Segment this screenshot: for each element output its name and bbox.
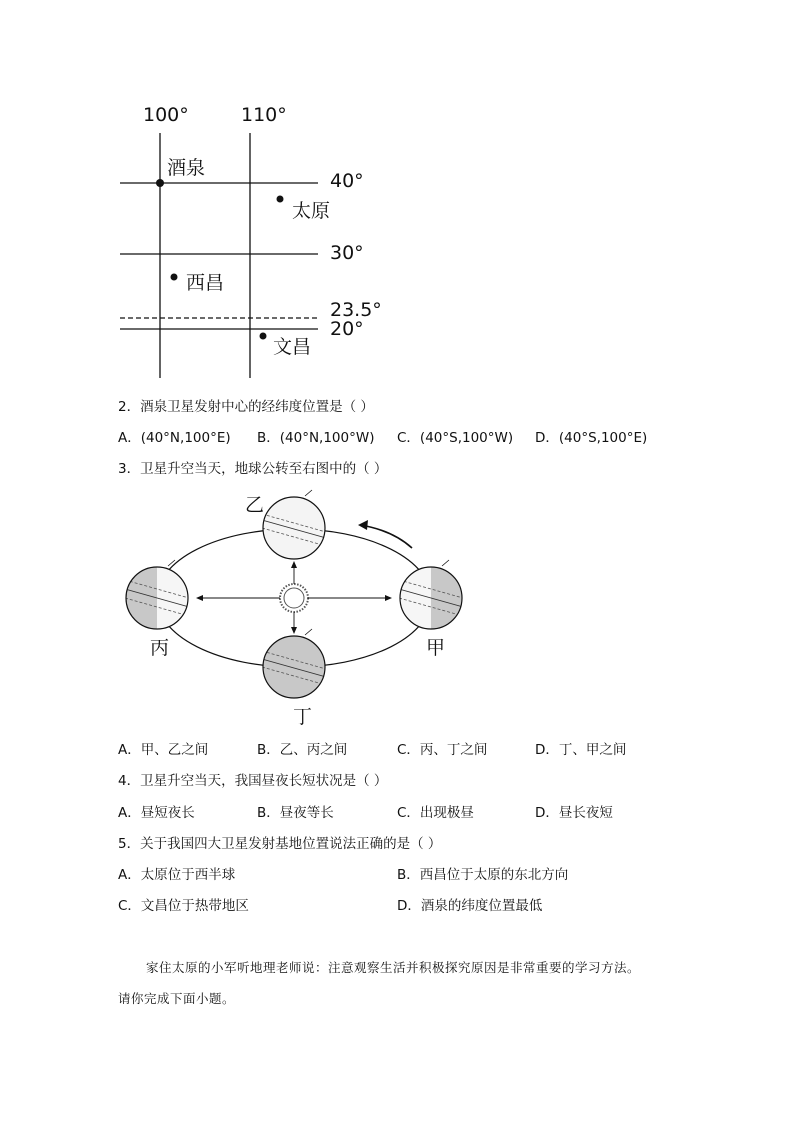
question-2-stem: 2．酒泉卫星发射中心的经纬度位置是（ ） (118, 399, 374, 415)
wenchang-dot (260, 333, 267, 340)
passage-line-2: 请你完成下面小题。 (118, 991, 236, 1006)
passage-line-1: 家住太原的小军听地理老师说：注意观察生活并积极探究原因是非常重要的学习方法。 (146, 960, 641, 975)
q2-option-d[interactable]: D．(40°S,100°E) (535, 430, 648, 446)
sun-icon (280, 584, 308, 612)
orbit-label-bing: 丙 (150, 637, 170, 659)
city-xichang: 西昌 (186, 272, 225, 294)
q5-option-c[interactable]: C．文昌位于热带地区 (118, 898, 249, 914)
jiuquan-dot (156, 179, 164, 187)
orbit-label-ding: 丁 (293, 706, 313, 728)
q5-option-b[interactable]: B．西昌位于太原的东北方向 (397, 867, 569, 883)
q5-option-d[interactable]: D．酒泉的纬度位置最低 (397, 898, 543, 914)
q4-option-d[interactable]: D．昼长夜短 (535, 805, 613, 821)
lat-lon-map (0, 0, 794, 390)
lon-label-110: 110° (241, 104, 287, 126)
q3-option-c[interactable]: C．丙、丁之间 (397, 742, 488, 758)
orbit-label-jia: 甲 (426, 637, 446, 659)
lat-label-30: 30° (330, 242, 364, 264)
q3-option-b[interactable]: B．乙、丙之间 (257, 742, 348, 758)
city-jiuquan: 酒泉 (167, 157, 206, 179)
taiyuan-dot (277, 196, 284, 203)
lat-label-40: 40° (330, 170, 364, 192)
xichang-dot (171, 274, 178, 281)
lon-label-100: 100° (143, 104, 189, 126)
lat-label-20: 20° (330, 318, 364, 340)
q2-option-a[interactable]: A．(40°N,100°E) (118, 430, 231, 446)
lat-label-23-5: 23.5° (330, 299, 382, 321)
q3-option-a[interactable]: A．甲、乙之间 (118, 742, 209, 758)
city-taiyuan: 太原 (292, 200, 331, 222)
q5-option-a[interactable]: A．太原位于西半球 (118, 867, 236, 883)
question-4-stem: 4．卫星升空当天，我国昼夜长短状况是（ ） (118, 773, 388, 789)
q4-option-b[interactable]: B．昼夜等长 (257, 805, 334, 821)
revolution-arrow (360, 525, 412, 548)
q3-option-d[interactable]: D．丁、甲之间 (535, 742, 627, 758)
question-5-stem: 5．关于我国四大卫星发射基地位置说法正确的是（ ） (118, 836, 442, 852)
city-wenchang: 文昌 (273, 336, 312, 358)
earth-orbit-diagram (0, 480, 794, 730)
q4-option-a[interactable]: A．昼短夜长 (118, 805, 195, 821)
q2-option-c[interactable]: C．(40°S,100°W) (397, 430, 514, 446)
question-3-stem: 3．卫星升空当天，地球公转至右图中的（ ） (118, 461, 388, 477)
orbit-label-yi: 乙 (245, 494, 265, 516)
q4-option-c[interactable]: C．出现极昼 (397, 805, 474, 821)
q2-option-b[interactable]: B．(40°N,100°W) (257, 430, 375, 446)
